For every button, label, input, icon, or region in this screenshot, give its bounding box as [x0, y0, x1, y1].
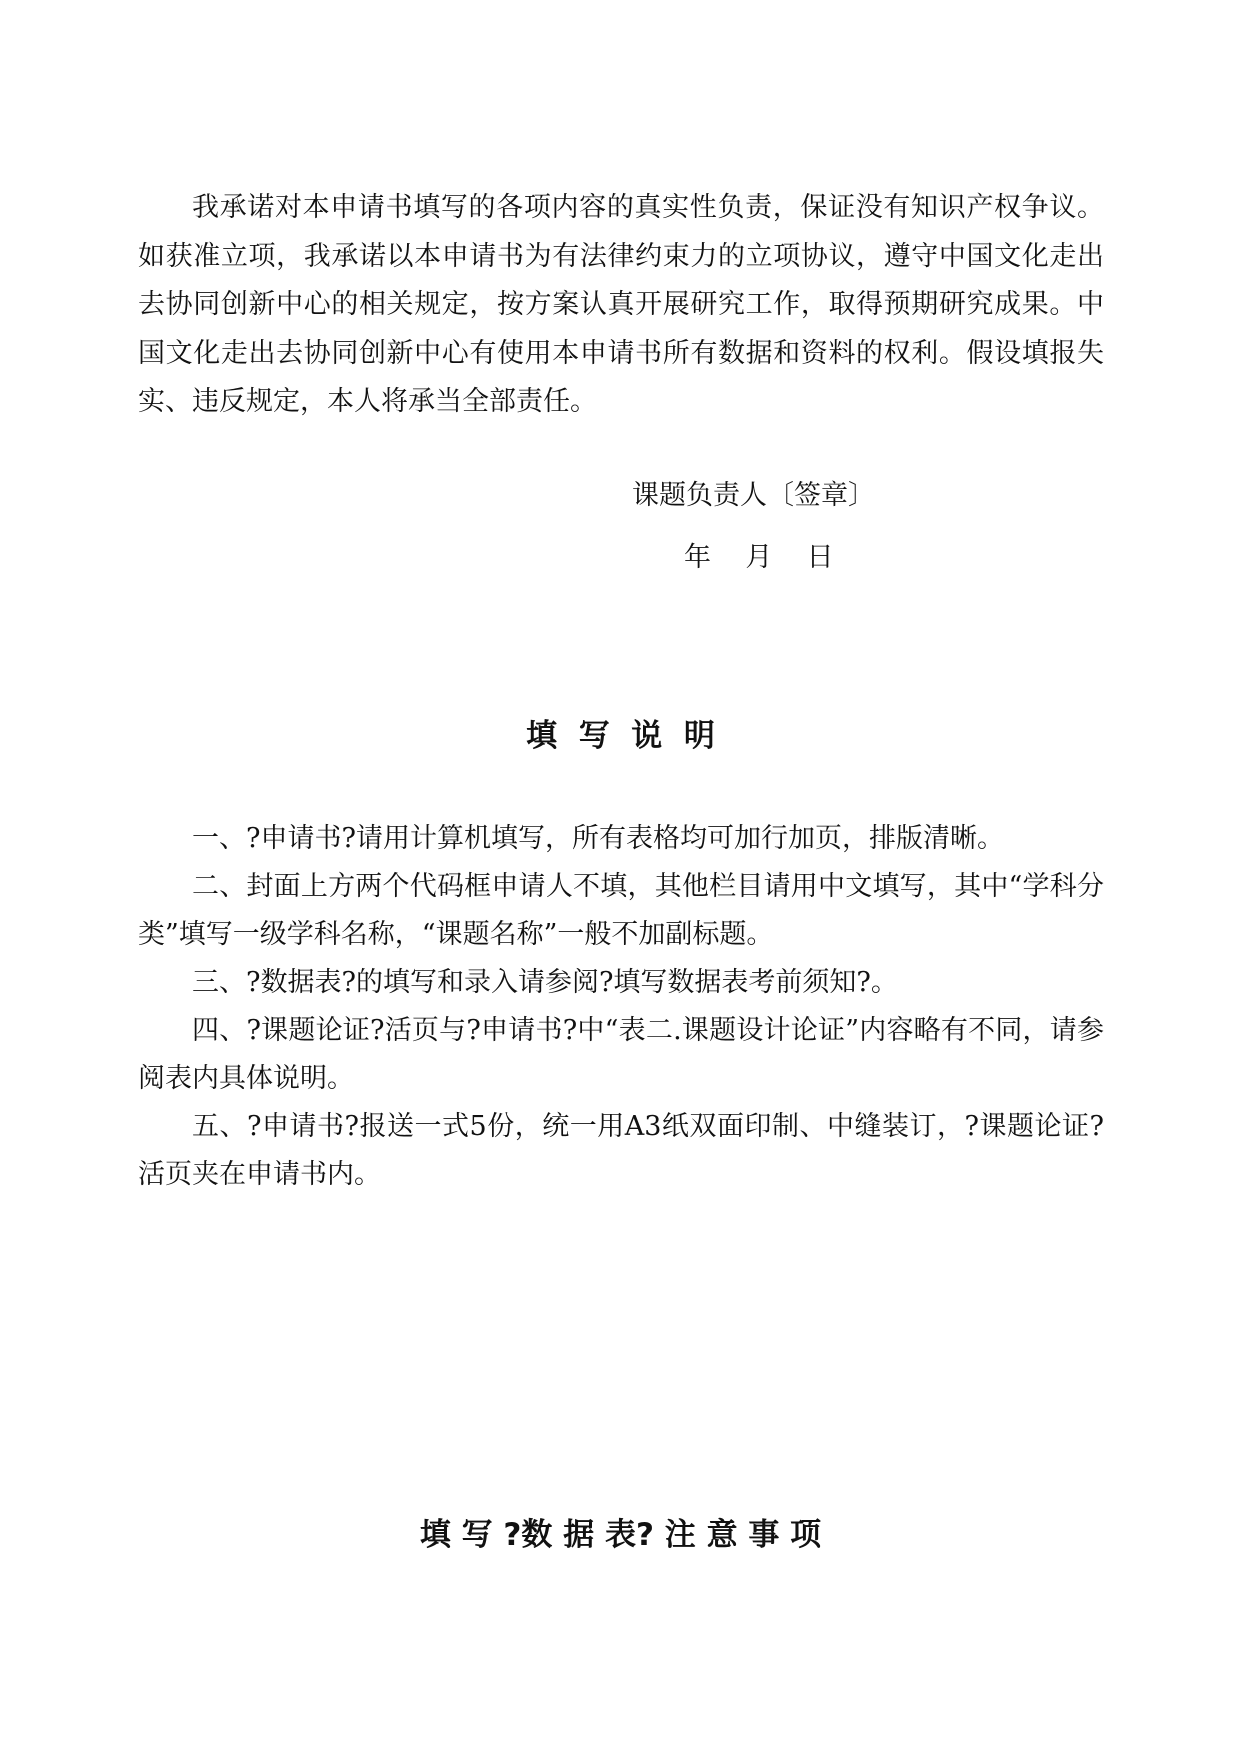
pledge-paragraph: 我承诺对本申请书填写的各项内容的真实性负责，保证没有知识产权争议。如获准立项，我承诺以本申请书为有法律约束力的立项协议，遵守中国文化走出去协同创新中心的相关规定，按方案认真开展研究工作，取得预期研究成果。中国文化走出去协同创新中心有使用本申请书所有数据和资料的权利。假设填报失实、违反规定，本人将承当全部责任。 [138, 192, 1104, 417]
notes-heading: 填 写 ?数 据 表? 注 意 事 项 [419, 1517, 822, 1553]
instruction-item: 四、?课题论证?活页与?申请书?中“表二.课题设计论证”内容略有不同，请参阅表内具体说明。 [138, 1015, 1104, 1094]
instruction-item: 二、封面上方两个代码框申请人不填，其他栏目请用中文填写，其中“学科分类”填写一级学科名称，“课题名称”一般不加副标题。 [138, 871, 1104, 950]
instruction-item: 三、?数据表?的填写和录入请参阅?填写数据表考前须知?。 [192, 967, 898, 998]
instructions-heading: 填 写 说 明 [526, 718, 715, 754]
signature-label: 课题负责人〔签章〕 [632, 480, 875, 511]
instruction-item: 五、?申请书?报送一式5份，统一用A3纸双面印制、中缝装订，?课题论证?活页夹在申请书内。 [138, 1111, 1104, 1190]
signature-date: 年 月 日 [684, 542, 834, 573]
instruction-item: 一、?申请书?请用计算机填写，所有表格均可加行加页，排版清晰。 [192, 823, 1004, 854]
